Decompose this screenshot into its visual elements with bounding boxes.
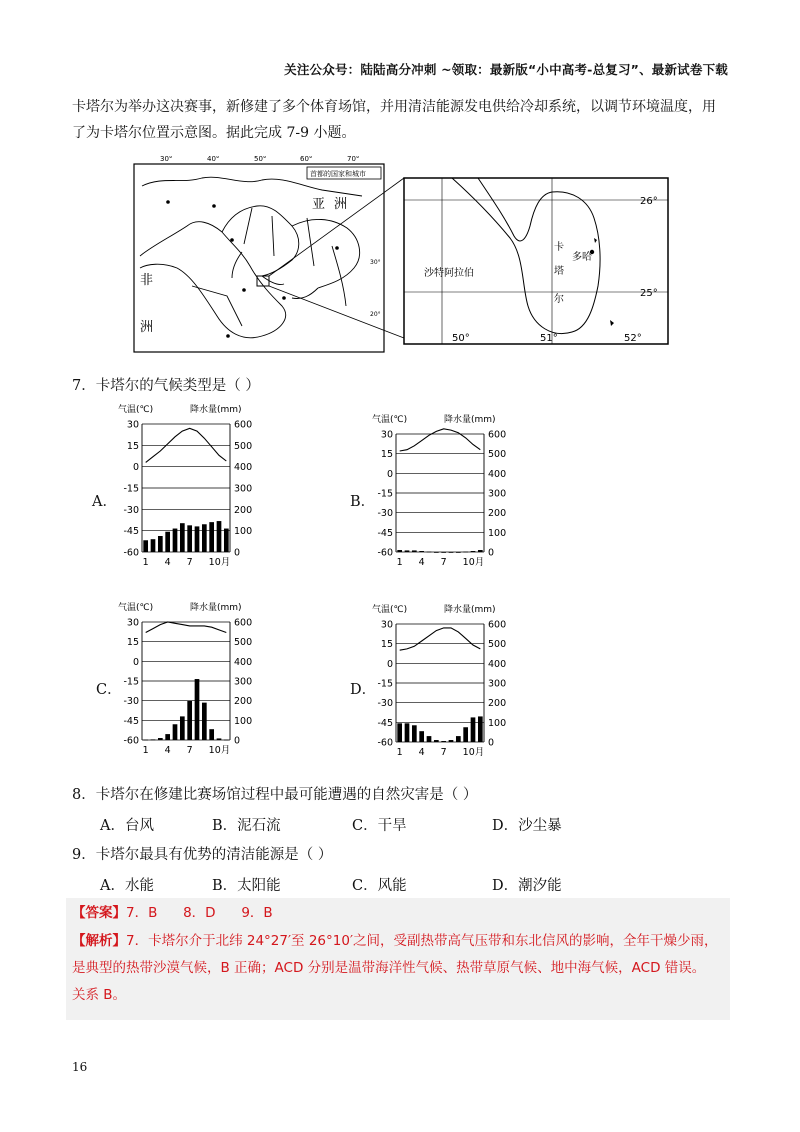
lon-tick-40: 40° xyxy=(207,156,220,163)
option-a-letter: A． xyxy=(92,494,117,510)
temp-tick-label: -60 xyxy=(377,547,393,559)
precip-bar xyxy=(471,717,476,742)
temp-axis-title: 气温(℃) xyxy=(372,605,408,615)
precip-axis-title: 降水量(mm) xyxy=(444,415,496,425)
climate-chart-a xyxy=(112,400,270,572)
precip-tick-label: 400 xyxy=(488,658,507,670)
precip-bar xyxy=(405,550,410,552)
label-ta: 塔 xyxy=(554,266,564,277)
precip-bar xyxy=(209,522,214,552)
precip-bar xyxy=(165,734,170,740)
precip-bar xyxy=(449,552,454,553)
precip-tick-label: 500 xyxy=(234,440,253,452)
month-tick-label: 7 xyxy=(440,557,447,568)
climate-chart-b xyxy=(366,410,524,572)
temp-tick-label: -60 xyxy=(123,735,139,747)
page-header: 关注公众号：陆陆高分冲刺 ~领取：最新版“小中高考-总复习”、最新试卷下载 xyxy=(284,62,728,77)
precip-bar xyxy=(419,551,424,552)
precip-tick-label: 500 xyxy=(234,637,253,649)
lat-label-26: 26° xyxy=(640,196,658,207)
lon-tick-70: 70° xyxy=(347,156,360,163)
precip-axis-title: 降水量(mm) xyxy=(190,405,242,415)
temp-tick-label: -45 xyxy=(377,527,393,539)
precip-bar xyxy=(180,716,185,740)
precip-tick-label: 600 xyxy=(234,419,253,431)
temp-tick-label: 0 xyxy=(386,468,393,480)
precip-bar xyxy=(209,729,214,740)
map-legend-text: 首都的国家和城市 xyxy=(310,170,366,178)
precip-bar xyxy=(419,731,424,742)
question-9-stem: 9．卡塔尔最具有优势的清洁能源是（ ） xyxy=(72,847,333,863)
month-tick-label: 7 xyxy=(186,745,193,756)
option-b-letter: B． xyxy=(350,494,376,510)
precip-bar xyxy=(158,536,163,552)
precip-bar xyxy=(143,740,148,741)
page-number: 16 xyxy=(72,1060,88,1074)
precip-bar xyxy=(471,551,476,552)
qatar-location-map xyxy=(132,156,670,356)
temp-tick-label: 15 xyxy=(380,639,393,651)
precip-bar xyxy=(397,550,402,552)
precip-bar xyxy=(187,701,192,740)
temp-tick-label: 15 xyxy=(380,449,393,461)
precip-bar xyxy=(405,723,410,742)
question-7-stem: 7．卡塔尔的气候类型是（ ） xyxy=(72,378,260,394)
precip-tick-label: 100 xyxy=(234,715,253,727)
precip-bar xyxy=(202,524,207,552)
precip-bar xyxy=(434,740,439,742)
precip-tick-label: 400 xyxy=(234,462,253,474)
precip-bar xyxy=(434,552,439,553)
analysis-line-1: 7．卡塔尔介于北纬 24°27′至 26°10′之间，受副热带高气压带和东北信风的影响，全年干燥少雨， xyxy=(126,933,718,949)
precip-tick-label: 500 xyxy=(488,449,507,461)
temperature-curve xyxy=(400,628,481,650)
month-tick-label: 1 xyxy=(142,745,149,756)
temp-axis-title: 气温(℃) xyxy=(118,405,154,415)
precip-bar xyxy=(463,552,468,553)
option-c-letter: C． xyxy=(96,682,122,698)
q9-option-a: A．水能 xyxy=(100,878,154,894)
analysis-tag: 【解析】 xyxy=(72,933,126,949)
q9-option-d: D．潮汐能 xyxy=(492,878,562,894)
precip-tick-label: 200 xyxy=(488,508,507,520)
precip-bar xyxy=(158,738,163,740)
precip-bar xyxy=(478,550,483,552)
temp-tick-label: 30 xyxy=(380,429,393,441)
q8-option-c: C．干旱 xyxy=(352,818,407,834)
label-ka: 卡 xyxy=(554,242,564,253)
precip-bar xyxy=(397,723,402,742)
temp-tick-label: -15 xyxy=(377,488,393,500)
precip-tick-label: 0 xyxy=(488,737,495,749)
temp-tick-label: -15 xyxy=(123,676,139,688)
precip-bar xyxy=(195,526,200,552)
temp-tick-label: -60 xyxy=(123,547,139,559)
month-tick-label: 7 xyxy=(186,557,193,568)
precip-bar xyxy=(202,703,207,740)
precip-bar xyxy=(173,529,178,552)
precip-axis-title: 降水量(mm) xyxy=(444,605,496,615)
precip-bar xyxy=(441,741,446,742)
precip-tick-label: 300 xyxy=(234,676,253,688)
region-map-frame xyxy=(134,164,384,352)
temp-tick-label: -15 xyxy=(377,678,393,690)
lon-label-52: 52° xyxy=(624,333,642,344)
temp-tick-label: -45 xyxy=(123,526,139,538)
temp-tick-label: -45 xyxy=(377,717,393,729)
precip-bar xyxy=(195,679,200,740)
lon-label-51: 51° xyxy=(540,333,558,344)
q8-option-d: D．沙尘暴 xyxy=(492,818,562,834)
lon-label-50: 50° xyxy=(452,333,470,344)
month-tick-label: 1 xyxy=(142,557,149,568)
precip-axis-title: 降水量(mm) xyxy=(190,603,242,613)
temp-tick-label: 0 xyxy=(132,462,139,474)
month-tick-label: 10月 xyxy=(462,557,485,568)
answer-text: 7．B 8．D 9．B xyxy=(126,905,273,921)
climate-chart-c xyxy=(112,598,270,760)
intro-paragraph xyxy=(72,94,732,146)
month-tick-label: 1 xyxy=(396,557,403,568)
precip-bar xyxy=(463,727,468,742)
precip-tick-label: 200 xyxy=(488,698,507,710)
month-tick-label: 4 xyxy=(164,745,171,756)
temp-tick-label: 0 xyxy=(132,656,139,668)
q8-option-a: A．台风 xyxy=(100,818,154,834)
month-tick-label: 10月 xyxy=(208,557,231,568)
month-tick-label: 4 xyxy=(164,557,171,568)
temp-tick-label: -15 xyxy=(123,483,139,495)
precip-tick-label: 200 xyxy=(234,504,253,516)
precip-tick-label: 200 xyxy=(234,696,253,708)
temp-tick-label: 30 xyxy=(126,617,139,629)
precip-bar xyxy=(217,521,222,552)
temp-tick-label: 15 xyxy=(126,637,139,649)
lon-tick-60: 60° xyxy=(300,156,313,163)
analysis-block xyxy=(72,928,732,1009)
month-tick-label: 10月 xyxy=(462,747,485,758)
precip-bar xyxy=(449,740,454,742)
q9-option-c: C．风能 xyxy=(352,878,407,894)
lat-label-25: 25° xyxy=(640,288,658,299)
label-asia-2: 洲 xyxy=(334,197,348,212)
precip-tick-label: 500 xyxy=(488,639,507,651)
temp-tick-label: 30 xyxy=(380,619,393,631)
lat-tick-30: 30° xyxy=(370,259,381,266)
lon-tick-50: 50° xyxy=(254,156,267,163)
precip-bar xyxy=(441,552,446,553)
temp-tick-label: 0 xyxy=(386,658,393,670)
precip-tick-label: 100 xyxy=(488,527,507,539)
precip-tick-label: 0 xyxy=(488,547,495,559)
q9-option-b: B．太阳能 xyxy=(212,878,281,894)
precip-bar xyxy=(151,539,156,552)
temperature-curve xyxy=(146,622,227,633)
precip-tick-label: 600 xyxy=(234,617,253,629)
month-tick-label: 10月 xyxy=(208,745,231,756)
precip-tick-label: 400 xyxy=(488,468,507,480)
answer-tag: 【答案】 xyxy=(72,905,126,921)
precip-bar xyxy=(427,736,432,742)
precip-bar xyxy=(224,529,229,552)
lon-tick-30: 30° xyxy=(160,156,173,163)
q8-option-b: B．泥石流 xyxy=(212,818,281,834)
month-tick-label: 4 xyxy=(418,557,425,568)
precip-bar xyxy=(180,523,185,552)
option-d-letter: D． xyxy=(350,682,377,698)
precip-bar xyxy=(412,725,417,742)
precip-tick-label: 600 xyxy=(488,429,507,441)
climate-chart-d xyxy=(366,600,524,762)
temp-tick-label: -30 xyxy=(123,696,139,708)
temp-axis-title: 气温(℃) xyxy=(372,415,408,425)
precip-bar xyxy=(478,716,483,742)
temp-tick-label: 15 xyxy=(126,440,139,452)
analysis-line-3: 关系 B。 xyxy=(72,987,127,1003)
qatar-inset-frame xyxy=(404,178,668,344)
temp-tick-label: -60 xyxy=(377,737,393,749)
precip-bar xyxy=(456,736,461,742)
answer-line xyxy=(72,900,273,927)
precip-bar xyxy=(224,740,229,741)
intro-line-1: 卡塔尔为举办这决赛事，新修建了多个体育场馆，并用清洁能源发电供给冷却系统，以调节环境温度，用 xyxy=(72,99,716,115)
precip-bar xyxy=(217,738,222,740)
label-africa-1: 非 xyxy=(140,273,154,288)
temp-tick-label: -30 xyxy=(377,698,393,710)
month-tick-label: 4 xyxy=(418,747,425,758)
label-er: 尔 xyxy=(554,294,564,305)
temp-tick-label: 30 xyxy=(126,419,139,431)
precip-tick-label: 0 xyxy=(234,735,241,747)
precip-bar xyxy=(143,540,148,552)
label-africa-2: 洲 xyxy=(140,320,154,335)
question-8-stem: 8．卡塔尔在修建比赛场馆过程中最可能遭遇的自然灾害是（ ） xyxy=(72,787,478,803)
temp-tick-label: -30 xyxy=(377,508,393,520)
precip-tick-label: 300 xyxy=(488,678,507,690)
precip-tick-label: 600 xyxy=(488,619,507,631)
precip-bar xyxy=(187,525,192,552)
precip-tick-label: 100 xyxy=(234,526,253,538)
intro-line-2: 了为卡塔尔位置示意图。据此完成 7-9 小题。 xyxy=(72,125,356,141)
precip-bar xyxy=(165,532,170,552)
temperature-curve xyxy=(400,429,481,451)
precip-tick-label: 300 xyxy=(234,483,253,495)
precip-bar xyxy=(412,550,417,552)
lat-tick-20: 20° xyxy=(370,311,381,318)
label-asia-1: 亚 xyxy=(312,197,326,212)
precip-tick-label: 400 xyxy=(234,656,253,668)
analysis-line-2: 是典型的热带沙漠气候，B 正确；ACD 分别是温带海洋性气候、热带草原气候、地中海气候，ACD 错误。 xyxy=(72,960,706,976)
temp-tick-label: -30 xyxy=(123,504,139,516)
label-doha: 多哈 xyxy=(572,252,592,263)
month-tick-label: 7 xyxy=(440,747,447,758)
label-saudi-arabia: 沙特阿拉伯 xyxy=(424,268,474,279)
precip-bar xyxy=(173,724,178,740)
precip-bar xyxy=(151,739,156,740)
temp-axis-title: 气温(℃) xyxy=(118,603,154,613)
temp-tick-label: -45 xyxy=(123,715,139,727)
precip-bar xyxy=(456,552,461,553)
precip-bar xyxy=(427,552,432,553)
precip-tick-label: 100 xyxy=(488,717,507,729)
precip-tick-label: 300 xyxy=(488,488,507,500)
precip-tick-label: 0 xyxy=(234,547,241,559)
month-tick-label: 1 xyxy=(396,747,403,758)
